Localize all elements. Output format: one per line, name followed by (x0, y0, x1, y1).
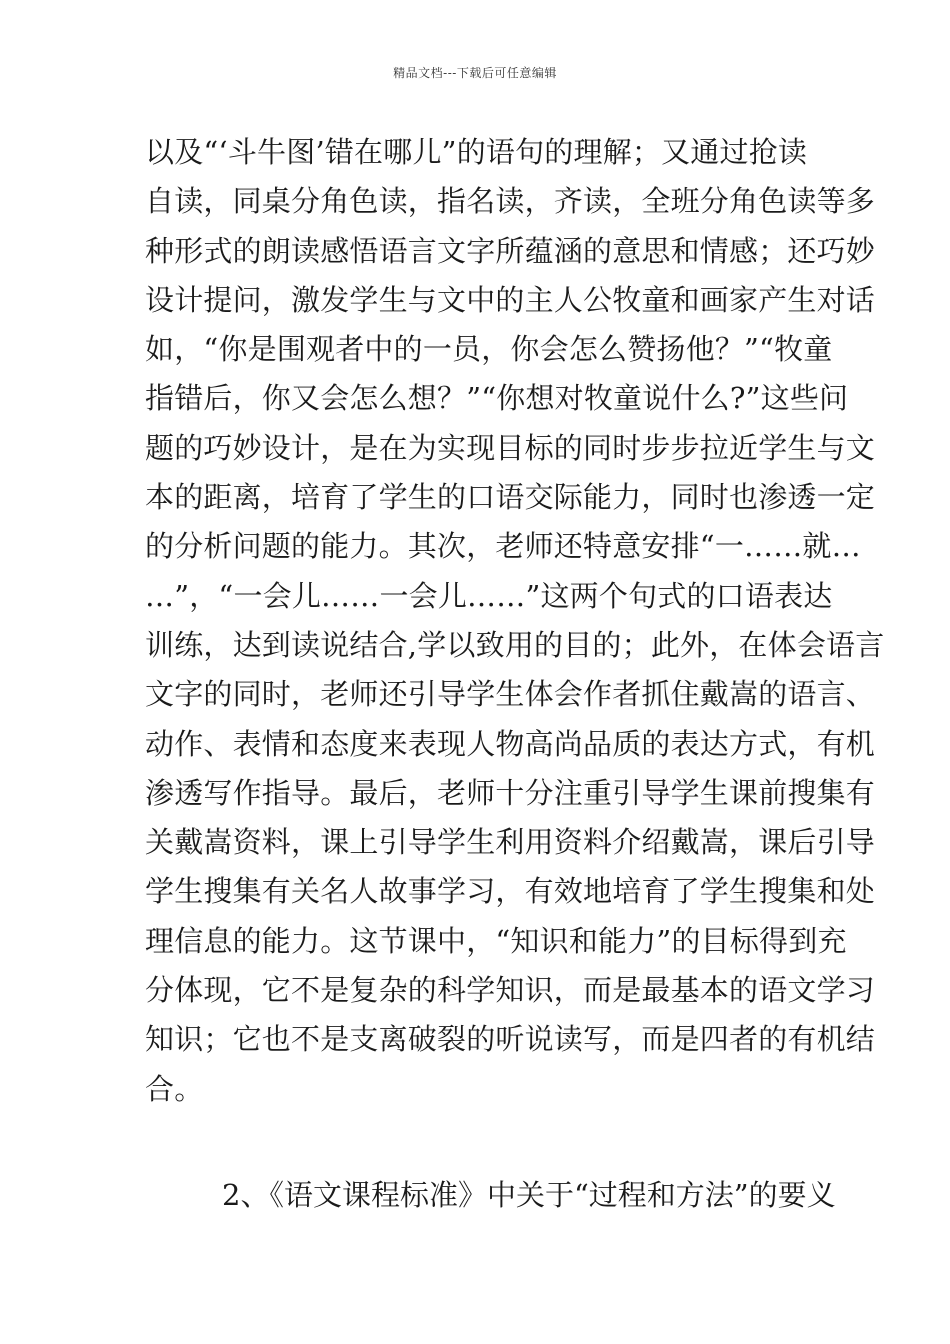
text-line: 渗透写作指导。最后，老师十分注重引导学生课前搜集有 (145, 775, 876, 810)
text-line: 动作、表情和态度来表现人物高尚品质的表达方式，有机 (145, 726, 876, 761)
text-line: 的分析问题的能力。其次，老师还特意安排“一……就… (145, 529, 861, 564)
text-line: 如，“你是围观者中的一员，你会怎么赞扬他？”“牧童 (145, 332, 833, 367)
text-line: 指错后，你又会怎么想？”“你想对牧童说什么?”这些问 (145, 381, 849, 416)
text-line: 以及“‘斗牛图’错在哪儿”的语句的理解；又通过抢读 (145, 135, 808, 169)
text-line: 本的距离，培育了学生的口语交际能力，同时也渗透一定 (145, 480, 876, 515)
page-header: 精品文档---下载后可任意编辑 (393, 66, 557, 80)
text-line: 设计提问，激发学生与文中的主人公牧童和画家产生对话 (145, 282, 876, 317)
text-line: …”，“一会儿……一会儿……”这两个句式的口语表达 (145, 578, 833, 613)
text-line: 文字的同时，老师还引导学生体会作者抓住戴嵩的语言、 (145, 677, 876, 712)
body-paragraph (145, 128, 885, 1114)
text-line: 合。 (145, 1071, 204, 1106)
text-line: 训练，达到读说结合,学以致用的目的；此外，在体会语言 (145, 627, 885, 662)
text-line: 知识；它也不是支离破裂的听说读写，而是四者的有机结 (145, 1022, 876, 1057)
text-line: 题的巧妙设计，是在为实现目标的同时步步拉近学生与文 (145, 430, 876, 465)
text-line: 理信息的能力。这节课中，“知识和能力”的目标得到充 (145, 923, 847, 958)
section-heading: 2、《语文课程标准》中关于“过程和方法”的要义 (222, 1178, 836, 1212)
text-line: 关戴嵩资料，课上引导学生利用资料介绍戴嵩，课后引导 (145, 825, 876, 860)
text-line: 分体现，它不是复杂的科学知识，而是最基本的语文学习 (145, 973, 876, 1008)
text-line: 自读，同桌分角色读，指名读，齐读，全班分角色读等多 (145, 184, 876, 219)
text-line: 种形式的朗读感悟语言文字所蕴涵的意思和情感；还巧妙 (145, 233, 876, 268)
text-line: 学生搜集有关名人故事学习，有效地培育了学生搜集和处 (145, 874, 876, 909)
